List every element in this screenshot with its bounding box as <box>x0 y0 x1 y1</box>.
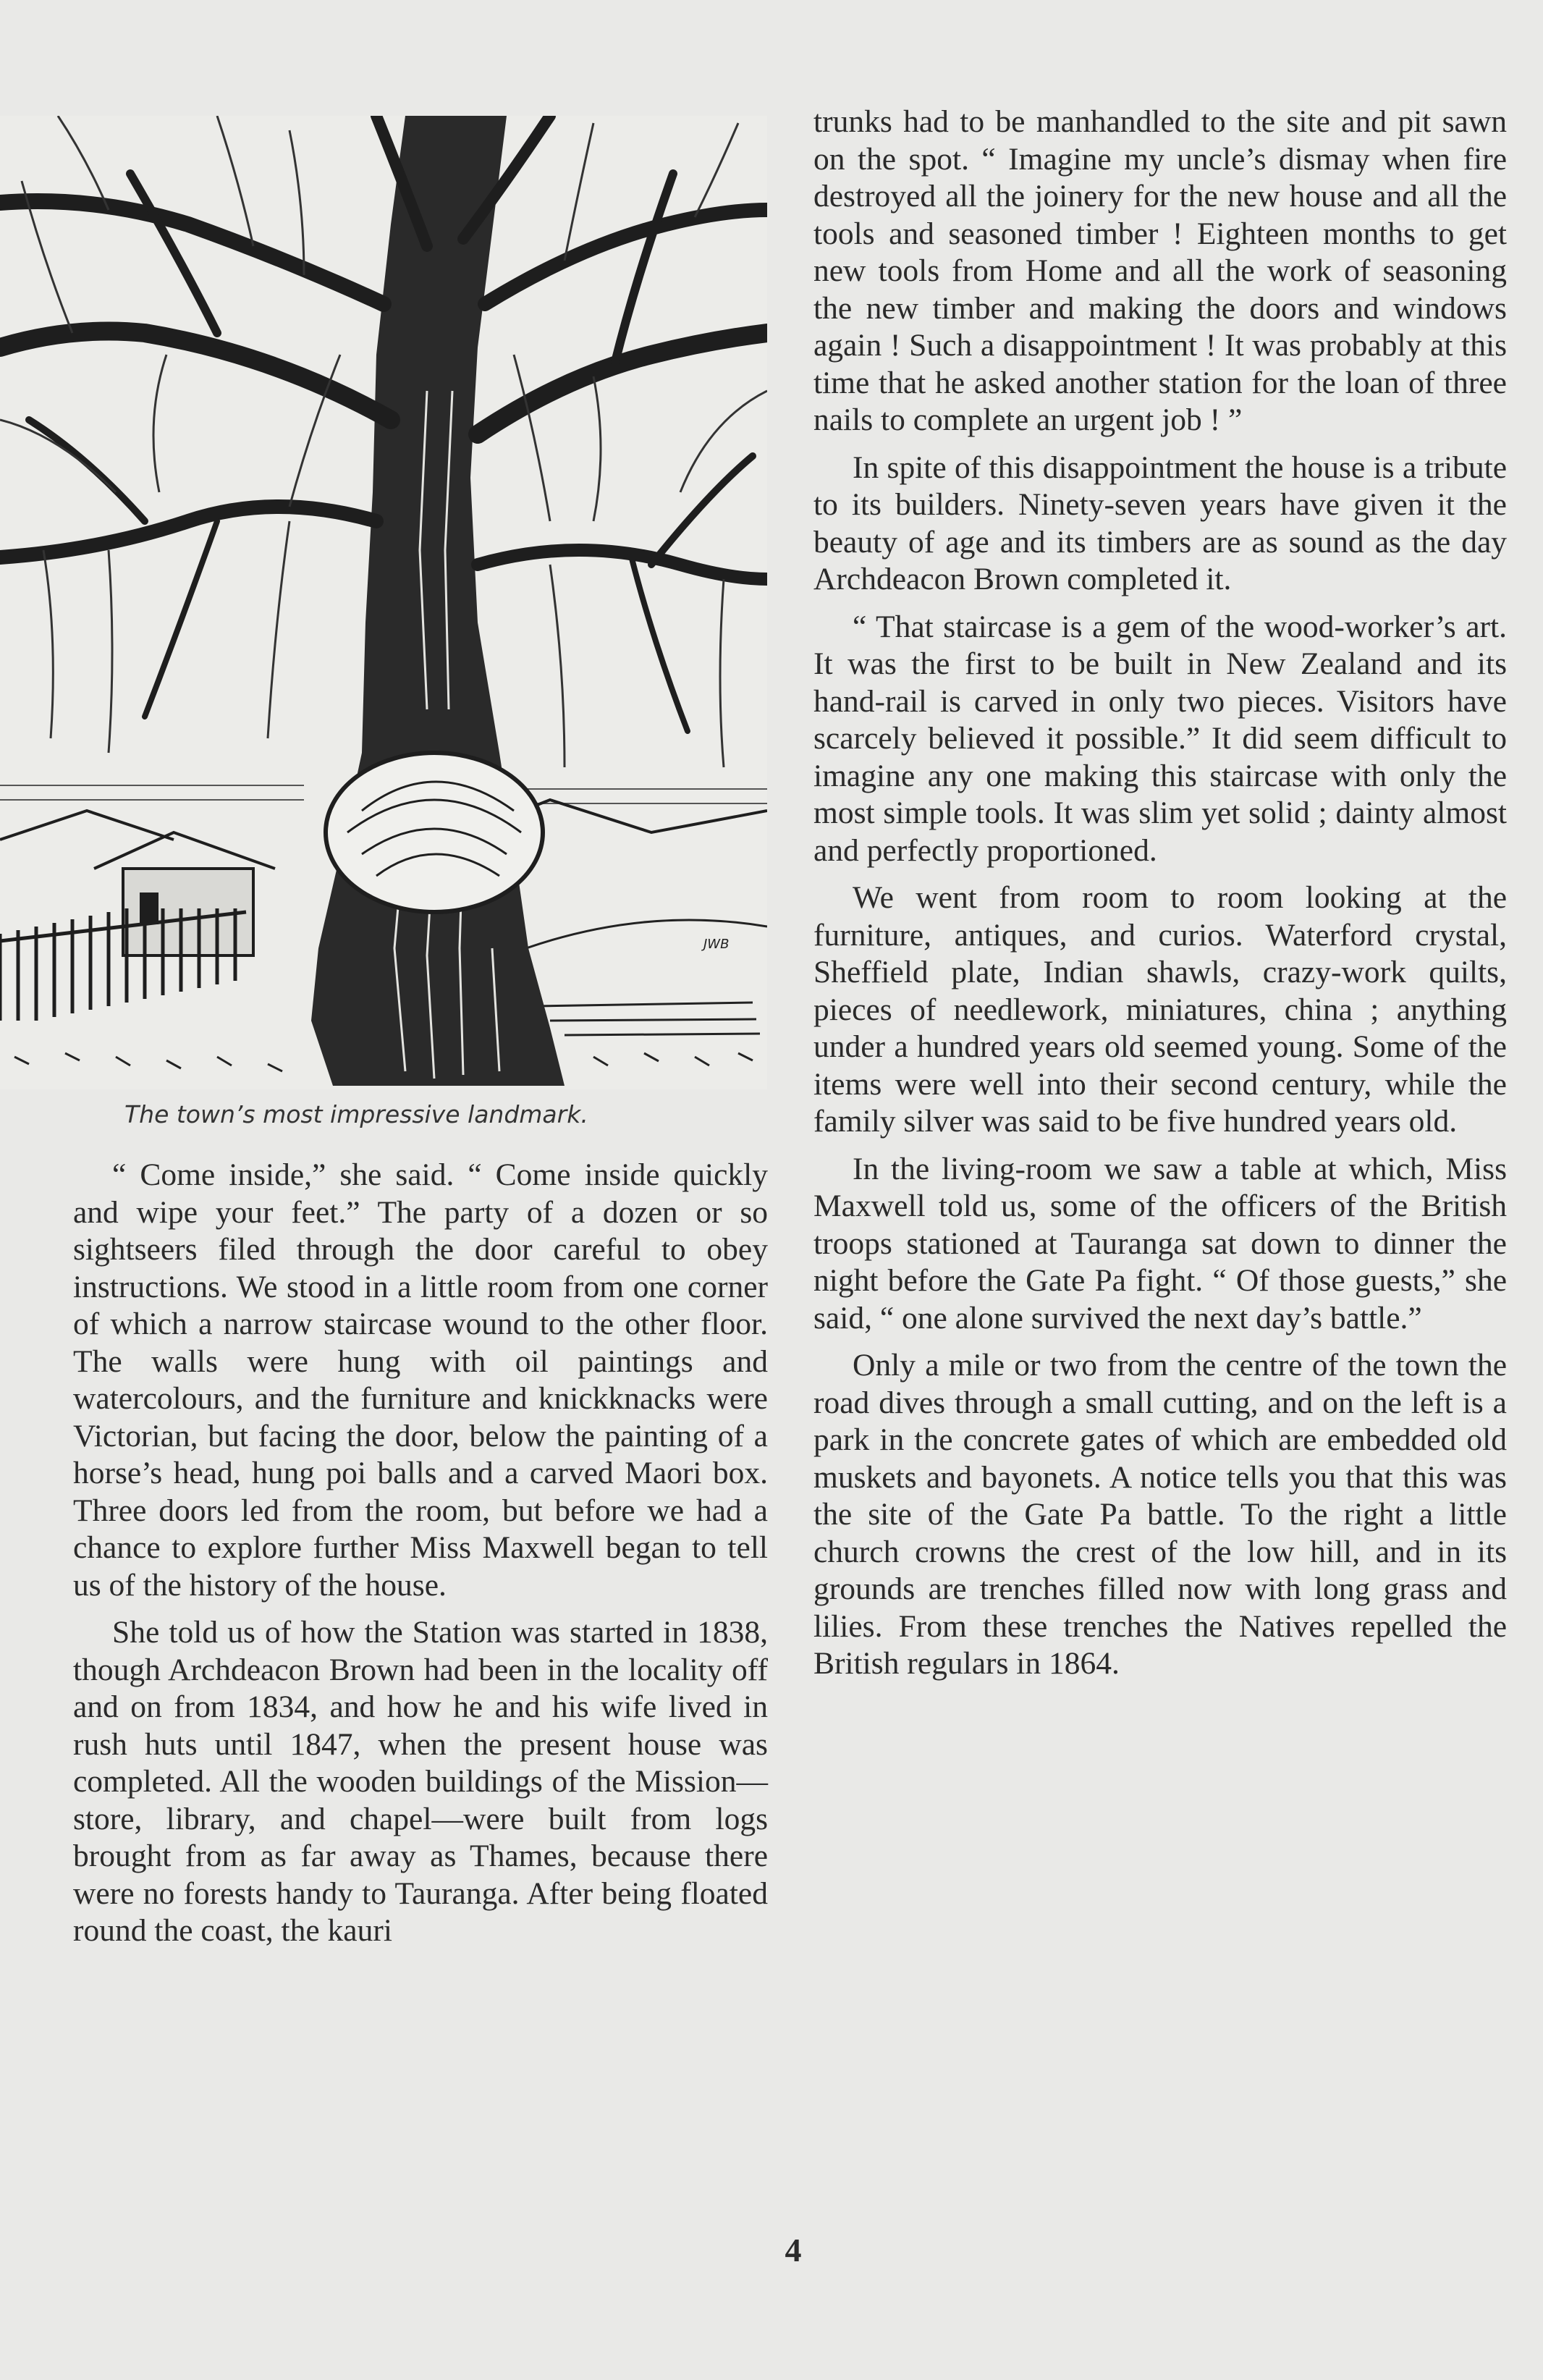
figure-caption: The town’s most impressive landmark. <box>124 1100 588 1128</box>
artist-initials: JWB <box>703 937 730 952</box>
page-number: 4 <box>785 2232 802 2269</box>
paragraph: She told us of how the Station was started in 1838, though Archdeacon Brown had been in the locality off and on from 1834, and how he and his wife lived in rush huts until 1847, when the present house was completed. All the wooden buildings of the Mission—store, library, and chapel—were built from logs brought from as far away as Thames, because there were no forests handy to Tauranga. After being floated round the coast, the kauri <box>73 1615 768 1948</box>
paragraph: In the living-room we saw a table at which, Miss Maxwell told us, some of the officers of the British troops stationed at Tauranga sat down to dinner the night before the Gate Pa fight. “ Of those guests,” she said, “ one alone survived the next day’s battle.” <box>813 1151 1507 1335</box>
right-column <box>813 104 1507 1693</box>
paragraph: trunks had to be manhandled to the site and pit sawn on the spot. “ Imagine my uncle’s dismay when fire destroyed all the joinery for the new house and all the tools and seasoned timber ! Eighteen months to get new tools from Home and all the work of seasoning the new timber and making the doors and windows again ! Such a disappointment ! It was probably at this time that he asked another station for the loan of three nails to complete an urgent job ! ” <box>813 104 1507 437</box>
paragraph: We went from room to room looking at the furniture, antiques, and curios. Waterford crystal, Sheffield plate, Indian shawls, crazy-work quilts, pieces of needlework, miniatures, china ; anything under a hundred years old seemed young. Some of the items were well into their second century, while the family silver was said to be five hundred years old. <box>813 880 1507 1139</box>
left-column <box>73 1157 768 1960</box>
paragraph: “ Come inside,” she said. “ Come inside quickly and wipe your feet.” The party of a dozen or so sightseers filed through the door careful to obey instructions. We stood in a little room from one corner of which a narrow staircase wound to the other floor. The walls were hung with oil paintings and watercolours, and the furniture and knickknacks were Victorian, but facing the door, below the painting of a horse’s head, hung poi balls and a carved Maori box. Three doors led from the room, but before we had a chance to explore further Miss Maxwell began to tell us of the history of the house. <box>73 1157 768 1603</box>
paragraph: “ That staircase is a gem of the wood-worker’s art. It was the first to be built in New Zealand and its hand-rail is carved in only two pieces. Visitors have scarcely believed it possible.” It did seem difficult to imagine any one making this staircase with only the most simple tools. It was slim yet solid ; dainty almost and perfectly proportioned. <box>813 609 1507 868</box>
paragraph: Only a mile or two from the centre of the town the road dives through a small cutting, and on the left is a park in the concrete gates of which are embedded old muskets and bayonets. A notice tells you that this was the site of the Gate Pa battle. To the right a little church crowns the crest of the low hill, and in its grounds are trenches filled now with long grass and lilies. From these trenches the Natives repelled the British regulars in 1864. <box>813 1348 1507 1681</box>
paragraph: In spite of this disappointment the house is a tribute to its builders. Ninety-seven years have given it the beauty of age and its timbers are as sound as the day Archdeacon Brown completed it. <box>813 450 1507 596</box>
tree-illustration <box>0 116 767 1089</box>
